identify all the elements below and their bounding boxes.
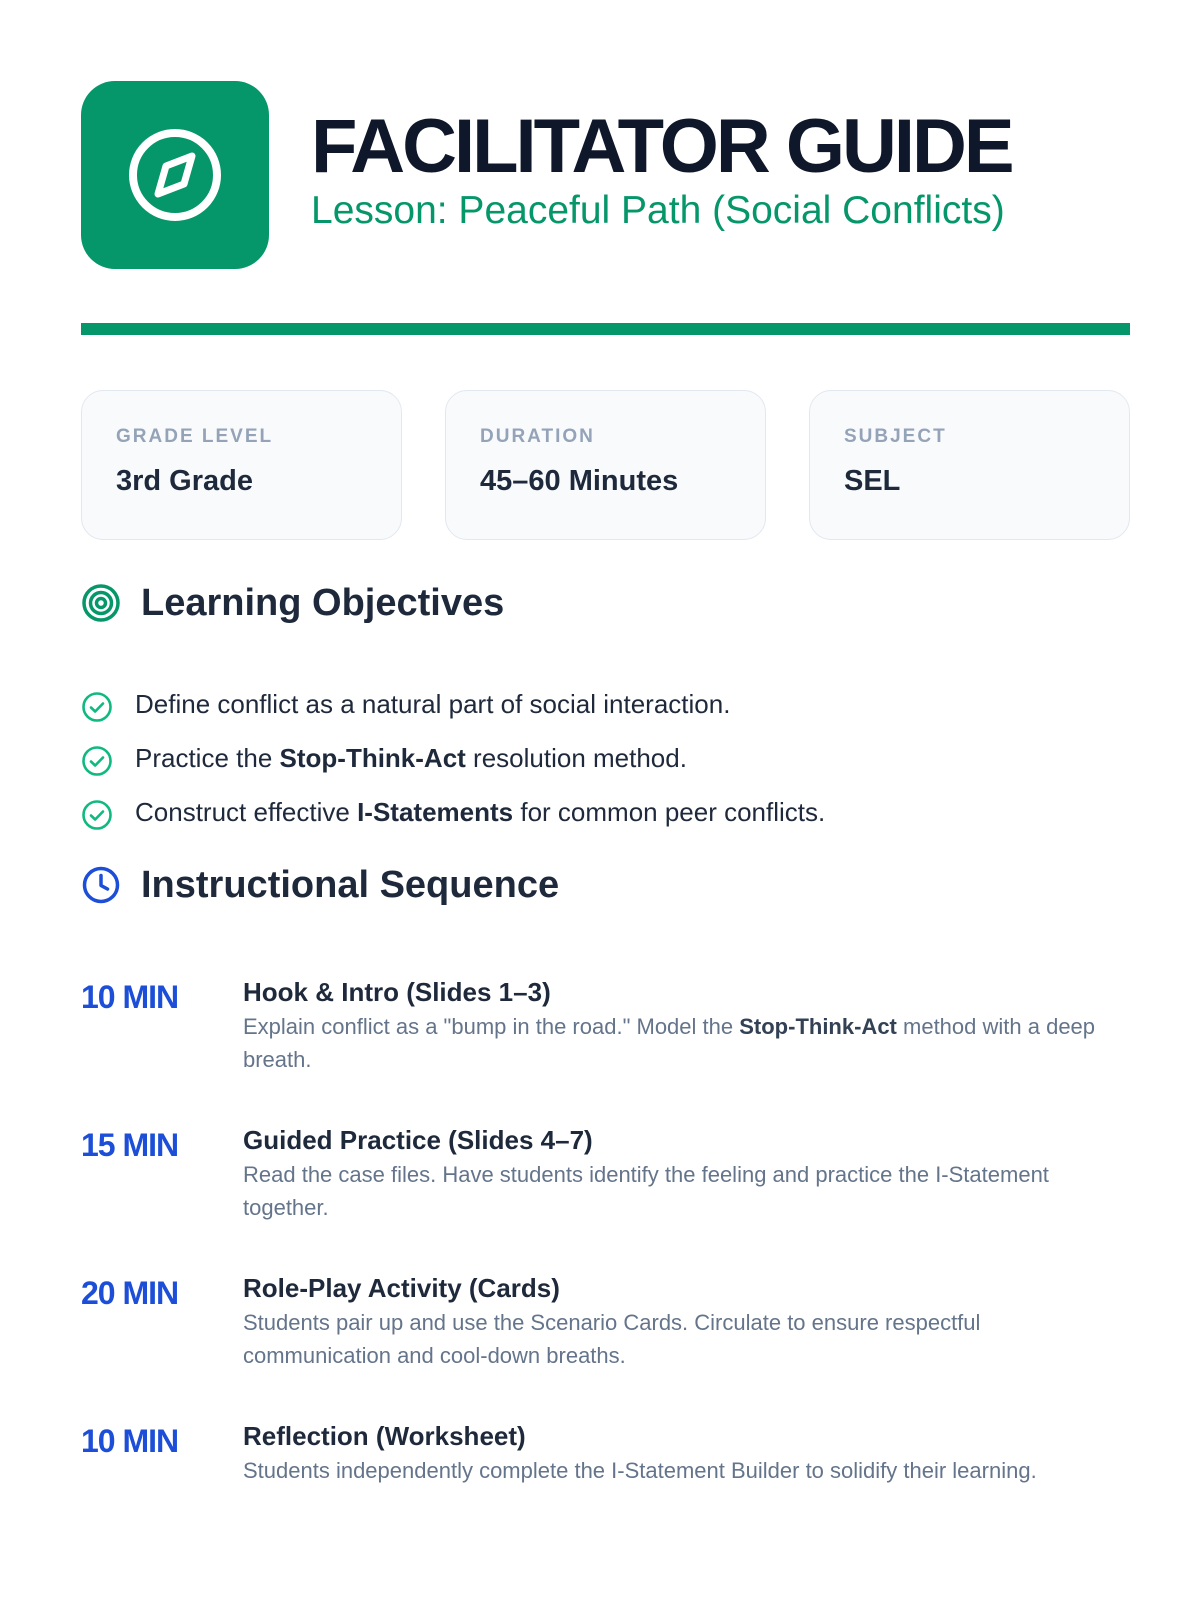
card-value: SEL bbox=[844, 465, 901, 497]
info-cards bbox=[81, 390, 1130, 540]
check-circle-icon bbox=[81, 745, 113, 777]
objective-text: Construct effective I-Statements for common peer conflicts. bbox=[135, 797, 826, 827]
card-label: GRADE LEVEL bbox=[116, 426, 274, 447]
objective-text: Practice the Stop-Think-Act resolution method. bbox=[135, 743, 687, 773]
objective-item bbox=[81, 731, 1130, 785]
step-description: Students pair up and use the Scenario Cards. Circulate to ensure respectful communication and cool-down breaths. bbox=[243, 1310, 981, 1368]
step-title: Guided Practice (Slides 4–7) bbox=[243, 1125, 593, 1155]
step-description: Students independently complete the I-Statement Builder to solidify their learning. bbox=[243, 1458, 1037, 1483]
step-title: Role-Play Activity (Cards) bbox=[243, 1273, 560, 1303]
sequence-step bbox=[81, 1419, 1130, 1567]
step-body bbox=[243, 1419, 1103, 1567]
sequence-list bbox=[81, 975, 1130, 1567]
objective-item bbox=[81, 677, 1130, 731]
header bbox=[81, 81, 1130, 269]
section-title: Instructional Sequence bbox=[141, 864, 560, 906]
card-value: 3rd Grade bbox=[116, 465, 253, 497]
clock-icon bbox=[81, 865, 121, 905]
header-divider bbox=[81, 323, 1130, 335]
info-card-grade-level bbox=[81, 390, 402, 540]
page-title: FACILITATOR GUIDE bbox=[311, 104, 1012, 189]
step-duration: 20 MIN bbox=[81, 1275, 179, 1311]
step-body bbox=[243, 975, 1103, 1123]
check-circle-icon bbox=[81, 691, 113, 723]
step-title: Hook & Intro (Slides 1–3) bbox=[243, 977, 551, 1007]
sequence-step bbox=[81, 1123, 1130, 1271]
step-description: Read the case files. Have students identify the feeling and practice the I-Statement together. bbox=[243, 1162, 1049, 1220]
info-card-duration bbox=[445, 390, 766, 540]
card-label: SUBJECT bbox=[844, 426, 947, 447]
step-body bbox=[243, 1271, 1103, 1419]
step-description: Explain conflict as a "bump in the road." Model the Stop-Think-Act method with a deep breath. bbox=[243, 1014, 1096, 1072]
objective-text: Define conflict as a natural part of social interaction. bbox=[135, 689, 731, 719]
sequence-step bbox=[81, 975, 1130, 1123]
header-titles bbox=[311, 106, 1012, 234]
check-circle-icon bbox=[81, 799, 113, 831]
compass-icon bbox=[126, 126, 224, 224]
step-body bbox=[243, 1123, 1103, 1271]
step-duration: 10 MIN bbox=[81, 979, 179, 1015]
section-title: Learning Objectives bbox=[141, 582, 505, 624]
logo bbox=[81, 81, 269, 269]
card-value: 45–60 Minutes bbox=[480, 465, 679, 497]
step-duration: 10 MIN bbox=[81, 1423, 179, 1459]
instructional-sequence-heading bbox=[81, 863, 559, 907]
sequence-step bbox=[81, 1271, 1130, 1419]
step-duration: 15 MIN bbox=[81, 1127, 179, 1163]
target-icon bbox=[81, 583, 121, 623]
card-label: DURATION bbox=[480, 426, 595, 447]
objectives-list bbox=[81, 677, 1130, 839]
lesson-subtitle: Lesson: Peaceful Path (Social Conflicts) bbox=[311, 189, 1005, 232]
objective-item bbox=[81, 785, 1130, 839]
learning-objectives-heading bbox=[81, 581, 504, 625]
facilitator-guide-page bbox=[81, 81, 1130, 1483]
step-title: Reflection (Worksheet) bbox=[243, 1421, 526, 1451]
info-card-subject bbox=[809, 390, 1130, 540]
